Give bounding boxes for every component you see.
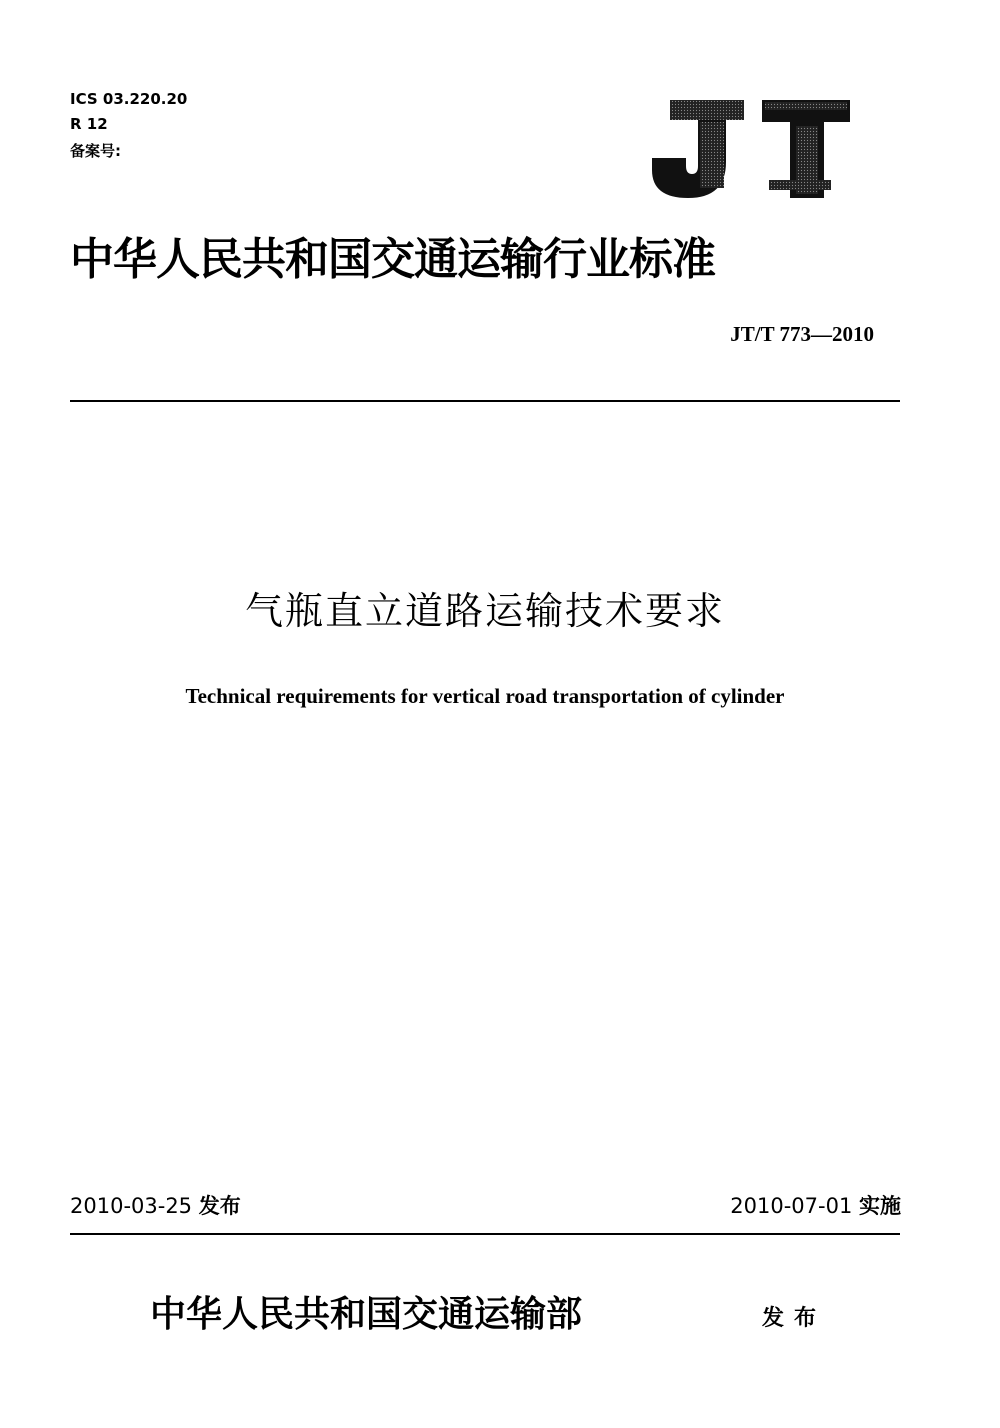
chinese-title: 气瓶直立道路运输技术要求: [244, 589, 725, 633]
classification-code: R 12: [70, 115, 108, 133]
implement-date-block: [730, 1196, 901, 1217]
issue-date-block: [70, 1196, 241, 1217]
publisher-name: 中华人民共和国交通运输部: [150, 1293, 583, 1335]
ics-code: ICS 03.220.20: [70, 90, 188, 108]
organization-title: 中华人民共和国交通运输行业标准: [70, 234, 715, 285]
standard-number: JT/T 773—2010: [730, 322, 874, 346]
top-divider: [70, 400, 900, 402]
bottom-divider: [70, 1233, 900, 1235]
publisher-action: 发布: [762, 1306, 827, 1331]
record-number-label: 备案号:: [70, 142, 121, 160]
implement-date: 2010-07-01: [730, 1194, 853, 1218]
logo-text: JT: [750, 160, 752, 161]
jt-logo: [650, 100, 850, 200]
english-title: Technical requirements for vertical road transportation of cylinder: [185, 684, 785, 708]
issue-date: 2010-03-25: [70, 1194, 193, 1218]
issue-label: 发布: [198, 1194, 241, 1218]
implement-label: 实施: [859, 1194, 901, 1218]
